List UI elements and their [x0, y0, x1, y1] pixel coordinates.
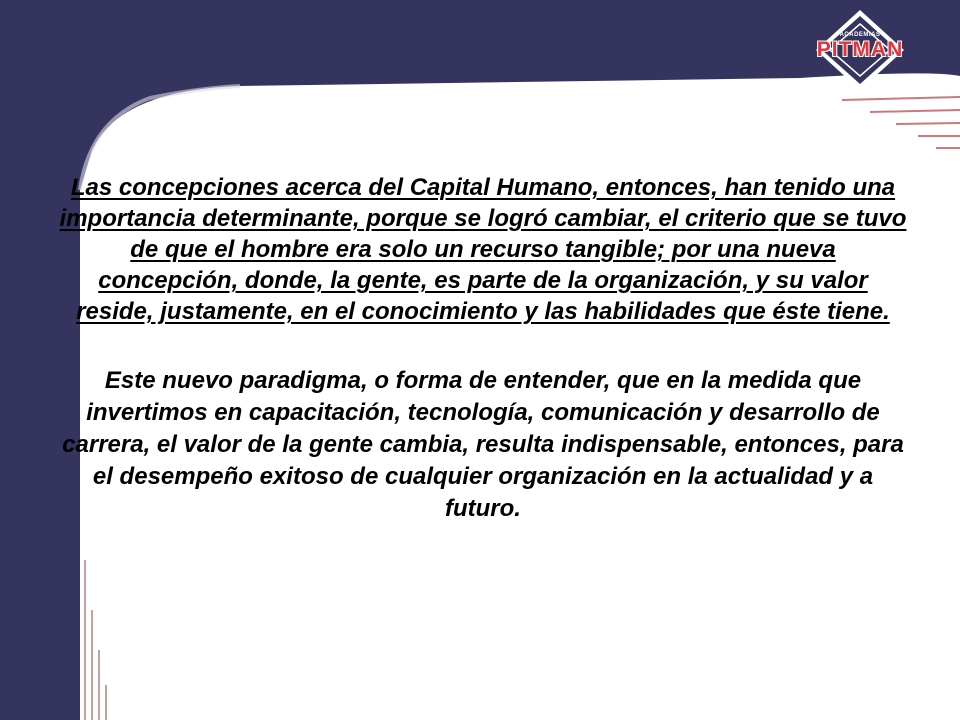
logo-small-text: ACADEMIAS [839, 32, 881, 38]
logo-brand-text: PITMAN [816, 38, 904, 61]
slide-content [58, 172, 908, 525]
left-stripes [85, 560, 106, 720]
pitman-logo [804, 6, 916, 92]
paragraph-capital-humano: Las concepciones acerca del Capital Humano, entonces, han tenido una importancia determinante, porque se logró cambiar, el criterio que se tuvo de que el hombre era solo un recurso tangible; por una nueva concepción, donde, la gente, es parte de la organización, y su valor reside, justamente, en el conocimiento y las habilidades que éste tiene. [59, 174, 907, 325]
paragraph-nuevo-paradigma: Este nuevo paradigma, o forma de entender, que en la medida que invertimos en capacitación, tecnología, comunicación y desarrollo de carrera, el valor de la gente cambia, resulta indispensable, entonces, para el desempeño exitoso de cualquier organización en la actualidad y a futuro. [62, 367, 904, 522]
right-stripes [842, 97, 960, 148]
